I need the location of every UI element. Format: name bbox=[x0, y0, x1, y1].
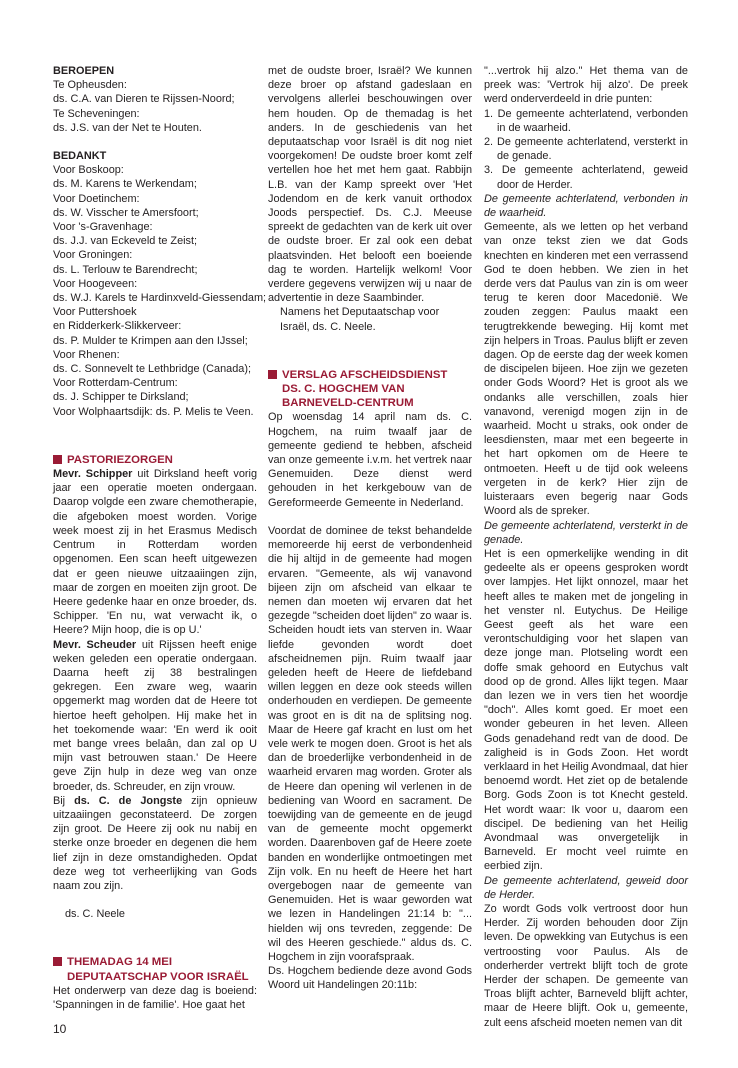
column-3 bbox=[484, 64, 688, 1030]
themadag-paragraph: Het onderwerp van deze dag is boeiend: 'Spanningen in de familie'. Hoe gaat het bbox=[53, 984, 257, 1011]
verslag-paragraph: Zo wordt Gods volk vertroost door hun Herder. Zij worden behouden door Zijn leven. De opwekking van Eutychus is een vertroosting voor Paulus. Als de onderherder vertrekt blijft toch de grote Herder der schapen. De gemeente van Troas blijft achter, Barneveld blijft achter, maar de Heere blijft. Ook u, gemeente, zult eens afscheid moeten nemen van dit bbox=[484, 902, 688, 1029]
subheading: De gemeente achterlatend, geweid door de Herder. bbox=[484, 874, 688, 901]
sermon-point: 3. De gemeente achterlatend, geweid door de Herder. bbox=[484, 164, 688, 191]
bedankt-line: ds. J. Schipper te Dirksland; bbox=[53, 391, 189, 404]
bedankt-line: ds. L. Terlouw te Barendrecht; bbox=[53, 263, 198, 276]
bedankt-line: Voor Groningen: bbox=[53, 249, 133, 262]
verslag-paragraph: Ds. Hogchem bediende deze avond Gods Woord uit Handelingen 20:11b: bbox=[268, 965, 472, 992]
subheading: De gemeente achterlatend, versterkt in de genade. bbox=[484, 519, 688, 546]
beroepen-heading: BEROEPEN bbox=[53, 65, 115, 77]
verslag-paragraph: Het is een opmerkelijke wending in dit gedeelte als er opeens gesproken wordt over lampjes. Het lijkt onnozel, maar het heeft alles te maken met de jongeling in het venster nl. Eutychus. De Heilige Geest geeft als het ware een verontschuldiging voor het slapen van deze jonge man. Plotseling wordt een doffe smak gehoord en Eutychus valt dood op de grond. Alles lijkt tegen. Maar dan lezen we in vers tien het woordje "doch". Alles komt goed. Er moet een wonder gebeuren in het leven. Alleen Gods genadehand redt van de dood. De zaligheid is in Gods Zoon. Het wordt verklaard in het Heilig Avondmaal, dat hier benoemd wordt. Het ziet op de betalende Borg. Gods Zoon is tot Knecht gesteld. Het wordt waar: Ik voor u, daarom een discipel. De bediening van het Heilig Avondmaal was onvergetelijk in Barneveld. Er mocht veel ruimte en eerbied zijn. bbox=[484, 547, 688, 873]
bedankt-line: Voor Doetinchem: bbox=[53, 192, 140, 205]
pastoriezorgen-paragraph: Mevr. Scheuder uit Rijssen heeft enige weken geleden een operatie ondergaan. Daarna heeft zij 38 bestralingen gekregen. Een zware weg, waarin opgemerkt mag worden dat de Heere tot hiertoe heeft geholpen. Hij make het in het toekomende waar: 'En werd ik ooit met bange vrees belaân, dan zal op U mijn vast betrouwen staan.' De Heere geve Zijn hulp in deze weg van onze broeder, ds. Schreuder, en zijn vrouw. bbox=[53, 638, 257, 793]
themadag-paragraph-continued: met de oudste broer, Israël? We kunnen deze broer op afstand gadeslaan en vervolgens allerlei beschouwingen over hem houden. Op de themadag is het anders. In de geschiedenis van het deputaatschap voor Israël is dit nog niet voorgekomen! De oudste broer komt zelf vertellen hoe het met hem gaat. Rabbijn L.B. van der Kamp spreekt over 'Het Jodendom en de kerk vanuit orthodox Joods perspectief. Ds. C.J. Meeuse spreekt de gedachten van de kerk uit over de oudste broer. Er zal ook een debat plaatsvinden. Het belooft een boeiende dag te worden. Hartelijk welkom! Voor verdere gegevens verwijzen wij u naar de advertentie in deze Saambinder. bbox=[268, 65, 472, 305]
bedankt-line: Voor Puttershoek bbox=[53, 306, 137, 319]
bedankt-line: ds. W. Visscher te Amersfoort; bbox=[53, 206, 199, 219]
verslag-paragraph: Op woensdag 14 april nam ds. C. Hogchem, na ruim twaalf jaar de gemeente gediend te hebben, afscheid van onze gemeente i.v.m. het vertrek naar Genemuiden. Deze dienst werd gehouden in het kerkgebouw van de Gereformeerde Gemeente in Nederland. bbox=[268, 411, 472, 509]
bedankt-line: Voor Boskoop: bbox=[53, 164, 124, 177]
heading-bullet-square bbox=[53, 455, 62, 464]
bedankt-line: Voor Hoogeveen: bbox=[53, 277, 138, 290]
bedankt-line: Voor Rhenen: bbox=[53, 348, 120, 361]
pastoriezorgen-signature: ds. C. Neele bbox=[65, 908, 125, 921]
verslag-heading: VERSLAG AFSCHEIDSDIENST DS. C. HOGCHEM VAN BARNEVELD-CENTRUM bbox=[268, 368, 472, 411]
verslag-intro: "...vertrok hij alzo." Het thema van de preek was: 'Vertrok hij alzo'. De preek werd onderverdeeld in drie punten: bbox=[484, 65, 688, 106]
page-number: 10 bbox=[53, 1022, 67, 1036]
bedankt-line: Voor Rotterdam-Centrum: bbox=[53, 377, 178, 390]
bedankt-line: Voor 's-Gravenhage: bbox=[53, 221, 153, 234]
bedankt-line: Voor Wolphaartsdijk: ds. P. Melis te Veen. bbox=[53, 405, 254, 418]
subheading: De gemeente achterlatend, verbonden in de waarheid. bbox=[484, 192, 688, 220]
pastoriezorgen-paragraph: Mevr. Schipper uit Dirksland heeft vorig jaar een operatie moeten ondergaan. Daarop volgde een zware chemotherapie, die afgeboken moest worden. Vorige week moest zij in het Erasmus Medisch Centrum in Rotterdam worden opgenomen. Een scan heeft uitgewezen dat er geen nieuwe uitzaaiingen zijn, maar de zorgen en moeiten zijn groot. De Heere gedenke haar en onze broeder, ds. Schipper. 'En nu, wat verwacht ik, o Heere? Mijn hoop, die is op U.' bbox=[53, 468, 257, 637]
bedankt-line: ds. M. Karens te Werkendam; bbox=[53, 178, 197, 191]
beroepen-line: Te Opheusden: bbox=[53, 79, 127, 92]
bedankt-line: ds. P. Mulder te Krimpen aan den IJssel; bbox=[53, 334, 248, 347]
sermon-point: 1. De gemeente achterlatend, verbonden in de waarheid. bbox=[484, 107, 688, 134]
verslag-paragraph: Gemeente, als we letten op het verband van onze tekst zien we dat Gods knechten en kinderen met een verrassend God te doen hebben. We zien in het derde vers dat Paulus van zin is om weer terug te keren door Macedonië. We zouden zeggen: Paulus maakt een terugtrekkende beweging. Hij komt met zijn helpers in Troas. Paulus blijft er zeven dagen. Op de eerste dag der week komen de discipelen bijeen. Hoe zijn we gezeten onder Gods Woord? Het is groot als we ondanks alle verschillen, zoals hier vanavond, verenigd mogen zijn in de waarheid. Mocht u straks, ook onder de leesdiensten, maar met een begeerte in het hart opkomen om de Heere te ontmoeten. Heeft u de tijd ook weleens vergeten in de kerk? Hier zijn de luisteraars even begerig naar Gods Woord als de spreker. bbox=[484, 221, 688, 518]
column-2 bbox=[268, 64, 472, 993]
bedankt-line: en Ridderkerk-Slikkerveer: bbox=[53, 320, 182, 333]
sermon-point: 2. De gemeente achterlatend, versterkt in de genade. bbox=[484, 136, 688, 163]
beroepen-line: ds. J.S. van der Net te Houten. bbox=[53, 121, 202, 134]
themadag-signature: Namens het Deputaatschap voor Israël, ds. C. Neele. bbox=[280, 306, 440, 333]
bedankt-heading: BEDANKT bbox=[53, 150, 107, 163]
themadag-heading: THEMADAG 14 MEI DEPUTAATSCHAP VOOR ISRAËL bbox=[53, 955, 257, 983]
heading-bullet-square bbox=[268, 370, 277, 379]
beroepen-line: ds. C.A. van Dieren te Rijssen-Noord; bbox=[53, 93, 235, 106]
beroepen-line: Te Scheveningen: bbox=[53, 107, 140, 120]
column-1 bbox=[53, 64, 267, 1012]
bedankt-line: ds. J.J. van Eckeveld te Zeist; bbox=[53, 235, 198, 248]
bedankt-line: ds. C. Sonnevelt te Lethbridge (Canada); bbox=[53, 363, 251, 376]
verslag-paragraph: Voordat de dominee de tekst behandelde memoreerde hij eerst de verbondenheid die hij altijd in de gemeente had mogen ervaren. "Gemeente, als wij vanavond bijeen zijn om afscheid van elkaar te nemen dan moeten wij ervaren dat het gezegde "scheiden doet lijden" zo waar is. Scheiden houdt iets van sterven in. Waar liefde gevonden wordt doet afscheidnemen pijn. Ruim twaalf jaar geleden heeft de Heere de liefdeband willen leggen en deze ook steeds willen onderhouden en verdiepen. De gemeente was groot en is dit na de splitsing nog. Maar de Heere gaf kracht en lust om het vele werk te mogen doen. Groot is het als dan de broederlijke verbondenheid in de waarheid ervaren mag worden. Groter als de Heere dan opening wil verlenen in de bediening van Woord en sacrament. De toewijding van de gemeente en de jeugd van de gemeente mocht opgemerkt worden. Daarenboven gaf de Heere zoete banden en wonderlijke ontmoetingen met Zijn volk. En nu heeft de Heere het hart overgebogen naar de gemeente van Genemuiden. Het is waar geworden wat we lezen in Handelingen 21:14 b: "... hielden wij ons tevreden, zeggende: De wil des Heeren geschiede." aldus ds. C. Hogchem in zijn voorafspraak. bbox=[268, 524, 472, 963]
heading-bullet-square bbox=[53, 957, 62, 966]
pastoriezorgen-paragraph: Bij ds. C. de Jongste zijn opnieuw uitzaaiingen geconstateerd. De zorgen zijn groot. De Heere zij ook nu nabij en sterke onze broeder en degenen die hem lief zijn in deze omstandigheden. Opdat deze weg tot verheerlijking van Gods naam zou zijn. bbox=[53, 794, 257, 892]
bedankt-line: ds. W.J. Karels te Hardinxveld-Giessendam; bbox=[53, 292, 267, 305]
pastoriezorgen-heading: PASTORIEZORGEN bbox=[53, 453, 257, 467]
